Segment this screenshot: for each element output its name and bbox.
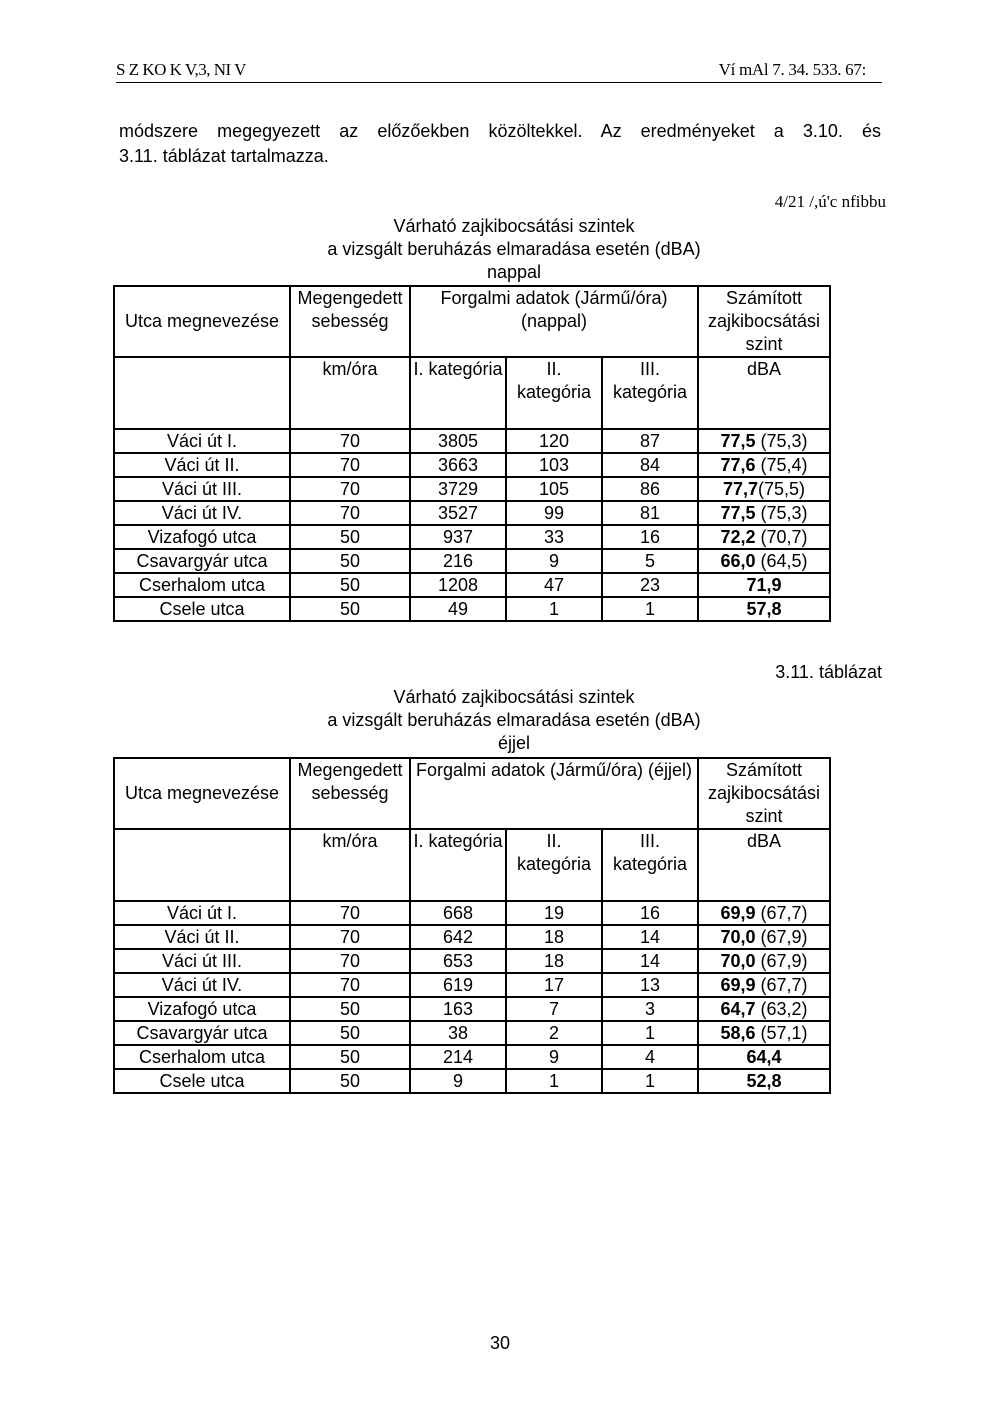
table2-header-row (114, 758, 830, 829)
speed-cell: 70 (290, 429, 410, 453)
table1-caption-line-1: Várható zajkibocsátási szintek (393, 216, 635, 236)
speed-cell: 50 (290, 1021, 410, 1045)
table2 (113, 757, 831, 1094)
speed-cell: 50 (290, 1069, 410, 1093)
noise-level-cell (698, 1021, 830, 1045)
table-row (114, 949, 830, 973)
noise-level-value: 64,4 (746, 1047, 782, 1067)
noise-level-cell (698, 997, 830, 1021)
street-name-cell: Vizafogó utca (114, 997, 290, 1021)
cat3-cell: 81 (602, 501, 698, 525)
speed-cell: 70 (290, 453, 410, 477)
table-row (114, 1045, 830, 1069)
cat2-cell: 1 (506, 1069, 602, 1093)
table-row (114, 525, 830, 549)
table2-subheader-result-unit: dBA (698, 829, 830, 901)
table1-header-name: Utca megnevezése (114, 286, 290, 357)
noise-level-cell (698, 597, 830, 621)
table-row (114, 597, 830, 621)
cat1-cell: 3729 (410, 477, 506, 501)
cat3-cell: 14 (602, 949, 698, 973)
table2-header-traffic: Forgalmi adatok (Jármű/óra) (éjjel) (410, 758, 698, 829)
cat2-cell: 105 (506, 477, 602, 501)
cat1-cell: 38 (410, 1021, 506, 1045)
cat2-cell: 9 (506, 549, 602, 573)
speed-cell: 70 (290, 973, 410, 997)
cat2-cell: 2 (506, 1021, 602, 1045)
table2-header-speed: Megengedett sebesség (290, 758, 410, 829)
noise-level-cell (698, 949, 830, 973)
noise-level-reference: (67,7) (755, 975, 808, 995)
cat2-cell: 120 (506, 429, 602, 453)
table2-caption-line-1: Várható zajkibocsátási szintek (393, 687, 635, 707)
table2-caption (114, 686, 914, 755)
cat1-cell: 214 (410, 1045, 506, 1069)
cat1-cell: 619 (410, 973, 506, 997)
cat1-cell: 937 (410, 525, 506, 549)
table1-subheader-result-unit: dBA (698, 357, 830, 429)
noise-level-reference: (75,3) (755, 503, 808, 523)
speed-cell: 50 (290, 1045, 410, 1069)
noise-level-cell (698, 1045, 830, 1069)
table1-caption (114, 215, 914, 284)
cat1-cell: 163 (410, 997, 506, 1021)
table2-number: 3.11. táblázat (775, 662, 882, 682)
cat1-cell: 3805 (410, 429, 506, 453)
table1-header-traffic: Forgalmi adatok (Jármű/óra) (nappal) (410, 286, 698, 357)
noise-level-value: 77,7 (722, 479, 758, 499)
cat2-cell: 9 (506, 1045, 602, 1069)
cat1-cell: 1208 (410, 573, 506, 597)
table1-subheader-row (114, 357, 830, 429)
speed-cell: 50 (290, 597, 410, 621)
table2-header-result: Számított zajkibocsátási szint (698, 758, 830, 829)
noise-level-value: 71,9 (746, 575, 782, 595)
table-row (114, 925, 830, 949)
noise-level-value: 77,5 (720, 431, 756, 451)
table-row (114, 477, 830, 501)
noise-level-reference: (57,1) (755, 1023, 808, 1043)
speed-cell: 70 (290, 501, 410, 525)
table-row (114, 429, 830, 453)
cat3-cell: 23 (602, 573, 698, 597)
table2-subheader-row (114, 829, 830, 901)
table1-caption-line-3: nappal (486, 262, 542, 282)
table-row (114, 501, 830, 525)
street-name-cell: Váci út III. (114, 949, 290, 973)
cat3-cell: 1 (602, 1069, 698, 1093)
street-name-cell: Csele utca (114, 1069, 290, 1093)
table-row (114, 549, 830, 573)
table1-subheader-cat1: I. kategória (410, 357, 506, 429)
speed-cell: 50 (290, 525, 410, 549)
table-row (114, 1069, 830, 1093)
cat3-cell: 86 (602, 477, 698, 501)
cat2-cell: 19 (506, 901, 602, 925)
speed-cell: 50 (290, 573, 410, 597)
cat3-cell: 16 (602, 901, 698, 925)
noise-level-value: 70,0 (720, 927, 756, 947)
table2-caption-line-3: éjjel (497, 733, 531, 753)
cat3-cell: 16 (602, 525, 698, 549)
street-name-cell: Váci út II. (114, 453, 290, 477)
street-name-cell: Cserhalom utca (114, 1045, 290, 1069)
table1-subheader-cat3: III. kategória (602, 357, 698, 429)
noise-level-cell (698, 901, 830, 925)
noise-level-value: 57,8 (746, 599, 782, 619)
table2-body (114, 901, 830, 1093)
cat3-cell: 13 (602, 973, 698, 997)
street-name-cell: Csavargyár utca (114, 1021, 290, 1045)
cat2-cell: 18 (506, 925, 602, 949)
table1-number: 4/21 /,ú'c nfibbu (774, 192, 886, 211)
cat3-cell: 87 (602, 429, 698, 453)
header-right-text: Ví mAl 7. 34. 533. 67: (718, 60, 866, 79)
speed-cell: 70 (290, 949, 410, 973)
cat2-cell: 47 (506, 573, 602, 597)
street-name-cell: Csele utca (114, 597, 290, 621)
table1-subheader-empty (114, 357, 290, 429)
table1-subheader-cat2: II. kategória (506, 357, 602, 429)
cat1-cell: 3527 (410, 501, 506, 525)
table-row (114, 997, 830, 1021)
cat3-cell: 1 (602, 597, 698, 621)
page-header (116, 58, 882, 83)
table1-header-result: Számított zajkibocsátási szint (698, 286, 830, 357)
speed-cell: 70 (290, 901, 410, 925)
noise-level-value: 64,7 (720, 999, 756, 1019)
header-left-text: S Z KO K V,3, NI V (116, 60, 246, 79)
noise-level-cell (698, 525, 830, 549)
noise-level-cell (698, 549, 830, 573)
noise-level-cell (698, 973, 830, 997)
street-name-cell: Váci út I. (114, 901, 290, 925)
noise-level-value: 69,9 (720, 975, 756, 995)
table2-subheader-cat2: II. kategória (506, 829, 602, 901)
noise-level-cell (698, 1069, 830, 1093)
cat3-cell: 14 (602, 925, 698, 949)
table-row (114, 453, 830, 477)
table2-subheader-cat3: III. kategória (602, 829, 698, 901)
speed-cell: 50 (290, 549, 410, 573)
noise-level-value: 77,5 (720, 503, 756, 523)
table1-header-speed: Megengedett sebesség (290, 286, 410, 357)
noise-level-cell (698, 453, 830, 477)
noise-level-reference: (67,9) (755, 951, 808, 971)
noise-level-cell (698, 501, 830, 525)
noise-level-cell (698, 477, 830, 501)
street-name-cell: Csavargyár utca (114, 549, 290, 573)
noise-level-reference: (63,2) (755, 999, 808, 1019)
speed-cell: 50 (290, 997, 410, 1021)
street-name-cell: Váci út III. (114, 477, 290, 501)
table1-caption-line-2: a vizsgált beruházás elmaradása esetén (dBA) (327, 239, 701, 259)
table2-caption-line-2: a vizsgált beruházás elmaradása esetén (dBA) (327, 710, 701, 730)
table1-header-row (114, 286, 830, 357)
noise-level-value: 66,0 (720, 551, 756, 571)
cat1-cell: 216 (410, 549, 506, 573)
cat1-cell: 642 (410, 925, 506, 949)
noise-level-cell (698, 573, 830, 597)
table1-body (114, 429, 830, 621)
speed-cell: 70 (290, 477, 410, 501)
street-name-cell: Váci út II. (114, 925, 290, 949)
cat3-cell: 84 (602, 453, 698, 477)
noise-level-reference: (67,7) (755, 903, 808, 923)
noise-level-value: 72,2 (720, 527, 756, 547)
noise-level-cell (698, 429, 830, 453)
noise-level-reference: (67,9) (755, 927, 808, 947)
noise-level-reference: (64,5) (755, 551, 808, 571)
cat3-cell: 5 (602, 549, 698, 573)
street-name-cell: Váci út IV. (114, 501, 290, 525)
table1-subheader-speed-unit: km/óra (290, 357, 410, 429)
table2-header-name: Utca megnevezése (114, 758, 290, 829)
cat1-cell: 668 (410, 901, 506, 925)
cat3-cell: 1 (602, 1021, 698, 1045)
cat2-cell: 17 (506, 973, 602, 997)
street-name-cell: Vizafogó utca (114, 525, 290, 549)
speed-cell: 70 (290, 925, 410, 949)
cat1-cell: 49 (410, 597, 506, 621)
noise-level-reference: (70,7) (755, 527, 808, 547)
table2-subheader-empty (114, 829, 290, 901)
noise-level-reference: (75,5) (758, 479, 806, 499)
noise-level-value: 58,6 (720, 1023, 756, 1043)
intro-line-2: 3.11. táblázat tartalmazza. (119, 146, 329, 166)
cat1-cell: 9 (410, 1069, 506, 1093)
table2-subheader-speed-unit: km/óra (290, 829, 410, 901)
cat3-cell: 4 (602, 1045, 698, 1069)
cat2-cell: 7 (506, 997, 602, 1021)
noise-level-reference: (75,3) (755, 431, 808, 451)
table2-subheader-cat1: I. kategória (410, 829, 506, 901)
cat2-cell: 1 (506, 597, 602, 621)
cat1-cell: 653 (410, 949, 506, 973)
table-row (114, 1021, 830, 1045)
noise-level-cell (698, 925, 830, 949)
noise-level-reference: (75,4) (755, 455, 808, 475)
cat2-cell: 103 (506, 453, 602, 477)
noise-level-value: 70,0 (720, 951, 756, 971)
noise-level-value: 77,6 (720, 455, 756, 475)
table-row (114, 901, 830, 925)
intro-paragraph (119, 119, 881, 169)
cat1-cell: 3663 (410, 453, 506, 477)
cat2-cell: 99 (506, 501, 602, 525)
noise-level-value: 69,9 (720, 903, 756, 923)
intro-line-1: módszere megegyezett az előzőekben közöltekkel. Az eredményeket a 3.10. és (119, 121, 881, 141)
table-row (114, 573, 830, 597)
street-name-cell: Váci út I. (114, 429, 290, 453)
street-name-cell: Váci út IV. (114, 973, 290, 997)
street-name-cell: Cserhalom utca (114, 573, 290, 597)
cat3-cell: 3 (602, 997, 698, 1021)
table1 (113, 285, 831, 622)
cat2-cell: 18 (506, 949, 602, 973)
noise-level-value: 52,8 (746, 1071, 782, 1091)
page-number: 30 (489, 1333, 511, 1353)
cat2-cell: 33 (506, 525, 602, 549)
table-row (114, 973, 830, 997)
